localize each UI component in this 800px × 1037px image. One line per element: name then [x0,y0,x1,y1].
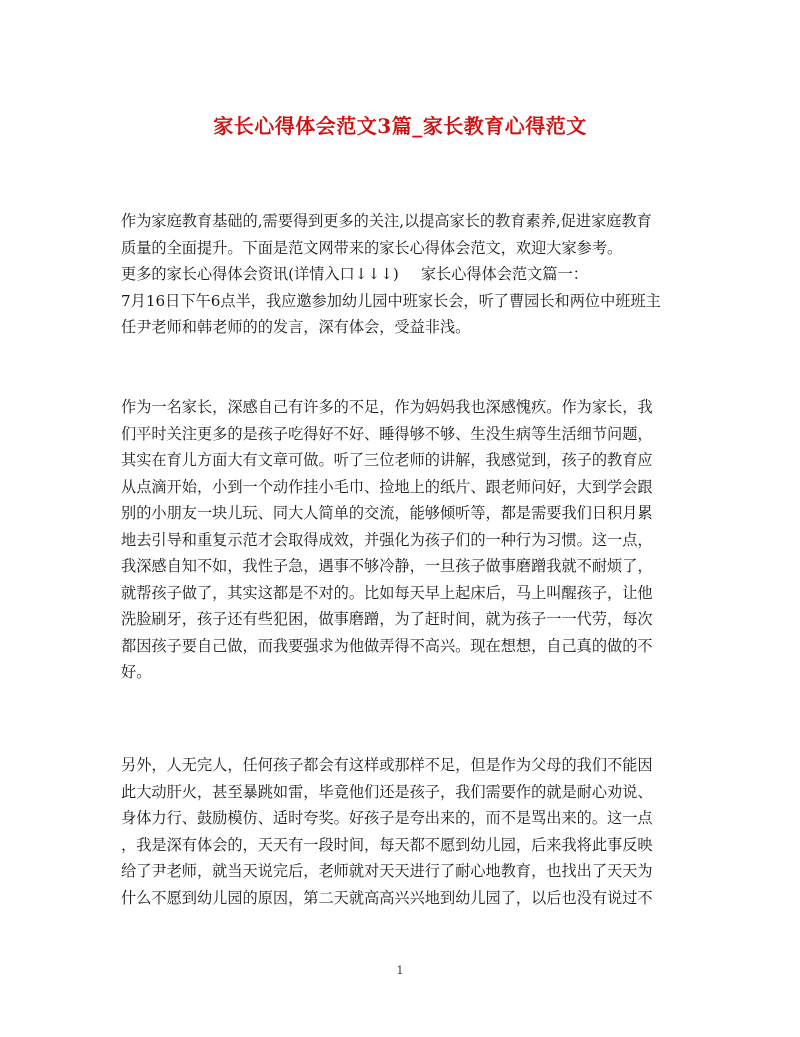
paragraph-line: 我深感自知不如，我性子急，遇事不够冷静，一旦孩子做事磨蹭我就不耐烦了， [121,557,653,575]
intro-line [121,261,681,288]
paragraph-line: 洗脸刷牙，孩子还有些犯困，做事磨蹭，为了赶时间，就为孩子一一代劳，每次 [121,610,653,628]
paragraph-line: 什么不愿到幼儿园的原因，第二天就高高兴兴地到幼儿园了，以后也没有说过不 [121,888,653,907]
paragraph-line: 作为一名家长，深感自己有许多的不足，作为妈妈我也深感愧疚。作为家长，我 [121,398,653,416]
paragraph-line: 从点滴开始，小到一个动作挂小毛巾、捡地上的纸片、跟老师问好，大到学会跟 [121,477,653,496]
section-heading: 家长心得体会范文篇一： [420,265,588,283]
paragraph-line: 给了尹老师，就当天说完后，老师就对天天进行了耐心地教育，也找出了天天为 [121,862,653,880]
paragraph-line: 都因孩子要自己做，而我要强求为他做弄得不高兴。现在想想，自己真的做的不 [121,636,653,655]
paragraph-line: 其实在育儿方面大有文章可做。听了三位老师的讲解，我感觉到，孩子的教育应 [121,451,653,469]
paragraph-2 [121,752,681,911]
paragraph-line: 地去引导和重复示范才会取得成效，并强化为孩子们的一种行为习惯。这一点， [121,530,653,549]
paragraph-line: 另外，人无完人，任何孩子都会有这样或那样不足，但是作为父母的我们不能因 [121,756,653,774]
intro-block [121,208,681,341]
paragraph-1 [121,394,681,686]
intro-line: 作为家庭教育基础的,需要得到更多的关注,以提高家长的教育素养,促进家庭教育 [121,212,652,230]
paragraph-line: 就帮孩子做了，其实这都是不对的。比如每天早上起床后，马上叫醒孩子，让他 [121,583,653,602]
intro-line: 7月16日下午6点半，我应邀参加幼儿园中班家长会，听了曹园长和两位中班班主 [121,291,661,310]
intro-line: 质量的全面提升。下面是范文网带来的家长心得体会范文，欢迎大家参考。 [121,238,623,257]
paragraph-line: 此大动肝火，甚至暴跳如雷，毕竟他们还是孩子，我们需要作的就是耐心劝说、 [121,782,653,801]
paragraph-line: 身体力行、鼓励模仿、适时夸奖。好孩子是夸出来的，而不是骂出来的。这一点 [121,809,653,827]
paragraph-line: ，我是深有体会的，天天有一段时间，每天都不愿到幼儿园，后来我将此事反映 [121,835,653,854]
intro-line: 任尹老师和韩老师的的发言，深有体会，受益非浅。 [121,318,471,336]
paragraph-line: 别的小朋友一块儿玩、同大人简单的交流，能够倾听等，都是需要我们日积月累 [121,504,653,522]
paragraph-line: 们平时关注更多的是孩子吃得好不好、睡得够不够、生没生病等生活细节问题， [121,424,653,443]
paragraph-line: 好。 [121,663,152,681]
document-title: 家长心得体会范文3篇_家长教育心得范文 [213,114,587,138]
more-info-link-text[interactable]: 更多的家长心得体会资讯(详情入口↓↓↓) [121,265,399,283]
page-number: 1 [396,964,404,977]
